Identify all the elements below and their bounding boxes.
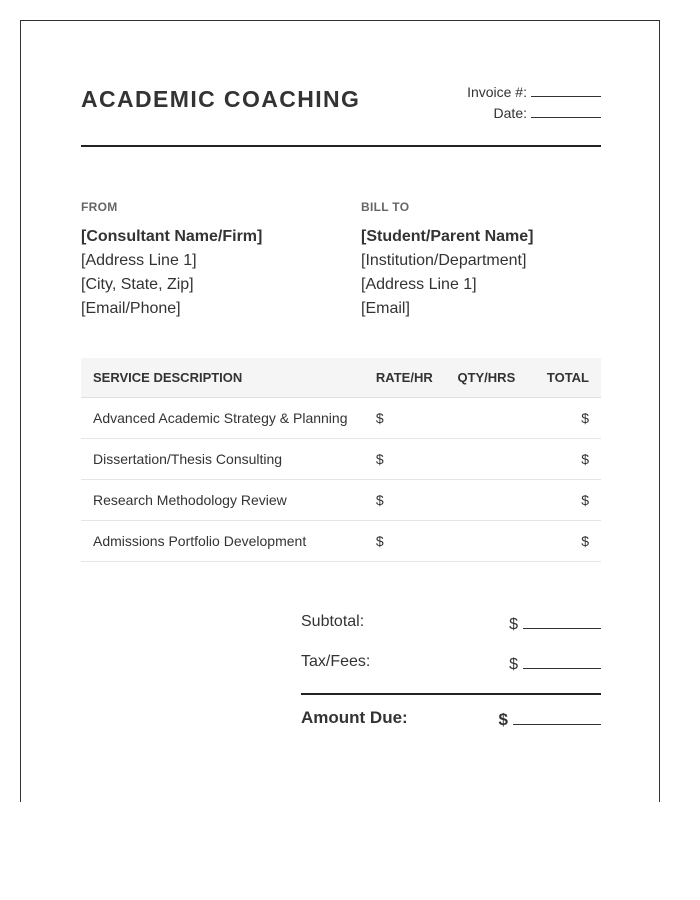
bill-to-address: [Address Line 1] bbox=[361, 276, 477, 293]
from-city: [City, State, Zip] bbox=[81, 276, 194, 293]
amount-due-blank bbox=[513, 708, 601, 725]
service-qty bbox=[457, 521, 546, 562]
invoice-date-blank bbox=[531, 105, 601, 118]
subtotal-blank bbox=[523, 613, 601, 629]
amount-due-currency: $ bbox=[498, 710, 508, 729]
invoice-date-label: Date: bbox=[493, 105, 527, 121]
service-rate: $ bbox=[376, 521, 458, 562]
header-rate: RATE/HR bbox=[376, 358, 458, 398]
service-total: $ bbox=[547, 480, 601, 521]
from-contact: [Email/Phone] bbox=[81, 300, 181, 317]
bill-to-section bbox=[361, 197, 601, 321]
service-qty bbox=[457, 480, 546, 521]
bill-to-name: [Student/Parent Name] bbox=[361, 228, 534, 245]
table-row bbox=[81, 480, 601, 521]
tax-label: Tax/Fees: bbox=[301, 653, 371, 670]
service-rate: $ bbox=[376, 480, 458, 521]
service-qty bbox=[457, 439, 546, 480]
from-name: [Consultant Name/Firm] bbox=[81, 228, 263, 245]
tax-row bbox=[301, 643, 601, 683]
from-address: [Address Line 1] bbox=[81, 252, 197, 269]
amount-due-row bbox=[301, 695, 601, 735]
invoice-number-label: Invoice #: bbox=[467, 84, 527, 100]
tax-value bbox=[509, 653, 601, 674]
service-total: $ bbox=[547, 521, 601, 562]
invoice-header bbox=[81, 81, 601, 147]
service-total: $ bbox=[547, 398, 601, 439]
service-description: Advanced Academic Strategy & Planning bbox=[81, 398, 376, 439]
bill-to-label: BILL TO bbox=[361, 200, 410, 214]
table-row bbox=[81, 398, 601, 439]
header-total: TOTAL bbox=[547, 358, 601, 398]
header-service-description: SERVICE DESCRIPTION bbox=[81, 358, 376, 398]
invoice-date-row bbox=[467, 104, 601, 125]
bill-to-email: [Email] bbox=[361, 300, 410, 317]
service-description: Research Methodology Review bbox=[81, 480, 376, 521]
subtotal-currency: $ bbox=[509, 616, 518, 633]
subtotal-row bbox=[301, 603, 601, 643]
from-section bbox=[81, 197, 321, 321]
invoice-meta bbox=[467, 83, 601, 125]
service-qty bbox=[457, 398, 546, 439]
service-description: Admissions Portfolio Development bbox=[81, 521, 376, 562]
header-qty: QTY/HRS bbox=[457, 358, 546, 398]
tax-currency: $ bbox=[509, 656, 518, 673]
service-description: Dissertation/Thesis Consulting bbox=[81, 439, 376, 480]
invoice-title: ACADEMIC COACHING bbox=[81, 86, 361, 112]
amount-due-value bbox=[499, 708, 601, 730]
tax-blank bbox=[523, 653, 601, 669]
invoice-number-blank bbox=[531, 84, 601, 97]
services-table bbox=[81, 358, 601, 562]
service-rate: $ bbox=[376, 439, 458, 480]
service-rate: $ bbox=[376, 398, 458, 439]
table-row bbox=[81, 439, 601, 480]
amount-due-label: Amount Due: bbox=[301, 708, 408, 727]
invoice-page bbox=[20, 20, 660, 802]
subtotal-value bbox=[509, 613, 601, 634]
subtotal-label: Subtotal: bbox=[301, 613, 365, 630]
services-header-row bbox=[81, 358, 601, 398]
from-label: FROM bbox=[81, 200, 118, 214]
bill-to-institution: [Institution/Department] bbox=[361, 252, 527, 269]
table-row bbox=[81, 521, 601, 562]
invoice-number-row bbox=[467, 83, 601, 104]
service-total: $ bbox=[547, 439, 601, 480]
totals-section bbox=[301, 603, 601, 735]
